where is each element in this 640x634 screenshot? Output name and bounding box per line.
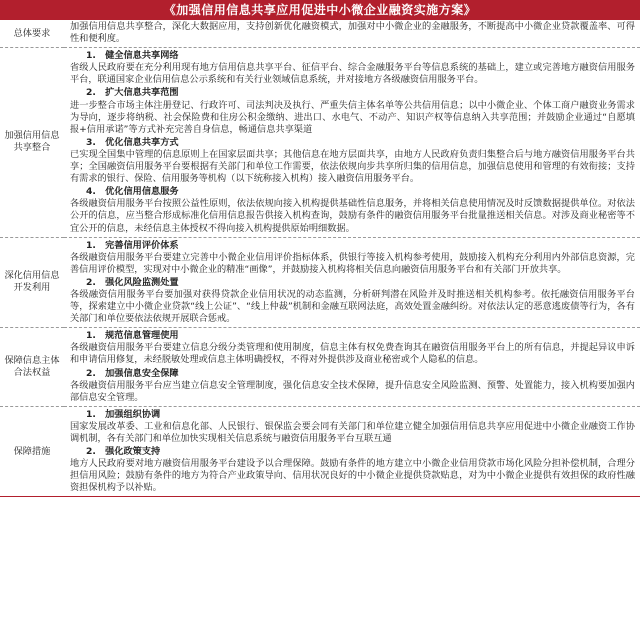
subsection-text: 地方人民政府要对地方融资信用服务平台建设予以合理保障。鼓励有条件的地方建立中小微企业信用贷款市场化风险分担补偿机制，合理分担信用风险；鼓励有条件的地方为符合产业政策导向、信用状况良好的中小微企业提供贷款贴息，对为中小微企业提供有效担保的政府性融资担保机构予以补贴。	[70, 458, 635, 494]
subsection-title: 1. 完善信用评价体系	[86, 239, 179, 251]
subsection-title: 1. 健全信息共享网络	[86, 50, 179, 62]
subsection-text: 已实现全国集中管理的信息原则上在国家层面共享；其他信息在地方层面共享，由地方人民政府负责归集整合后与地方融资信用服务平台共享；全国融资信用服务平台要根据有关部门和单位工作需要，依法依规向步共享所归集的信用信息，加强信息使用和管理的有效衔接；支持有需求的银行、保险、信用服务等机构（以下统称接入机构）接入融资信用服务平台。	[70, 148, 635, 185]
section-content	[64, 328, 640, 407]
section-content	[64, 48, 640, 237]
section-row	[0, 237, 640, 328]
section-row	[0, 48, 640, 237]
subsection-text: 各级融资信用服务平台按照公益性原则，依法依规向接入机构提供基础性信息服务，并将相关信息使用情况及时反馈数据提供单位。对依法公开的信息，应当整合形成标准化信用信息报告供接入机构查询，鼓励有条件的融资信用服务平台批量推送相关信息。对涉及商业秘密等不宜公开的信息，未经信息主体授权不得向接入机构提供原始明细数据。	[70, 198, 635, 234]
section-label: 保障信息主体合法权益	[0, 328, 64, 407]
document-title: 《加强信用信息共享应用促进中小微企业融资实施方案》	[0, 0, 640, 20]
subsection-text: 各级融资信用服务平台应当建立信息安全管理制度，强化信息安全技术保障，提升信息安全风险监测、预警、处置能力，接入机构要加强内部信息安全管理。	[70, 379, 635, 403]
subsection-title: 1. 规范信息管理使用	[86, 330, 179, 342]
section-row	[0, 406, 640, 497]
section-content	[64, 20, 640, 48]
subsection-title: 3. 优化信息共享方式	[86, 136, 179, 148]
subsection-text: 各级融资信用服务平台要建立信息分级分类管理和使用制度，信息主体有权免费查询其在融资信用服务平台上的所有信息，并提起异议申诉和申请信用修复，未经脱敏处理或信息主体明确授权，不得对外提供涉及商业秘密或个人隐私的信息。	[70, 342, 635, 366]
subsection-text: 进一步整合市场主体注册登记、行政许可、司法判决及执行、严重失信主体名单等公共信用信息；以中小微企业、个体工商户融资业务需求为导向，逐步将纳税、社会保险费和住房公积金缴纳、进出口、水电气、不动产、知识产权等信息纳入共享范围；并鼓励企业通过“自愿填报+信用承诺”等方式补充完善自身信息，畅通信息共享渠道	[70, 99, 635, 135]
section-content	[64, 406, 640, 497]
subsection-text: 国家发展改革委、工业和信息化部、人民银行、银保监会要会同有关部门和单位建立健全加强信用信息共享应用促进中小微企业融资工作协调机制，各有关部门和单位加快实现相关信息系统与融资信用服务平台互联互通	[70, 420, 635, 444]
section-content	[64, 237, 640, 328]
section-row	[0, 328, 640, 407]
section-label: 保障措施	[0, 406, 64, 497]
section-label: 总体要求	[0, 20, 64, 48]
subsection-title: 4. 优化信用信息服务	[86, 186, 179, 198]
subsection-title: 2. 扩大信息共享范围	[86, 87, 179, 99]
subsection-title: 2. 加强信息安全保障	[86, 367, 179, 379]
subsection-title: 2. 强化政策支持	[86, 446, 161, 458]
policy-table-body	[0, 20, 640, 497]
subsection-text: 加强信用信息共享整合，深化大数据应用，支持创新优化融资模式，加强对中小微企业的金融服务，不断提高中小微企业贷款覆盖率、可得性和便利度。	[70, 21, 635, 45]
section-label: 深化信用信息开发利用	[0, 237, 64, 328]
policy-table	[0, 20, 640, 497]
subsection-text: 各级融资信用服务平台要加强对获得贷款企业信用状况的动态监测，分析研判潜在风险并及时推送相关机构参考。依托融资信用服务平台等，探索建立中小微企业贷款“线上公证”、“线上仲裁”机制和金融互联网法庭，高效处置金融纠纷。对依法认定的恶意逃废债等行为，各有关部门和单位要依法依规开展联合惩戒。	[70, 288, 635, 325]
subsection-text: 各级融资信用服务平台要建立完善中小微企业信用评价指标体系，供银行等接入机构参考使用，鼓励接入机构充分利用内外部信息资源，完善信用评价模型，实现对中小微企业的精准“画像”，并鼓励接入机构将相关信息向融资信用服务平台和有关部门开放共享。	[70, 251, 635, 275]
subsection-text: 省级人民政府要在充分利用现有地方信用信息共享平台、征信平台、综合金融服务平台等信息系统的基础上，建立或完善地方融资信用服务平台，联通国家企业信用信息公示系统和有关行业领域信息系统，并对接地方各级融资信用服务平台。	[70, 62, 635, 86]
section-label: 加强信用信息共享整合	[0, 48, 64, 237]
subsection-title: 1. 加强组织协调	[86, 408, 161, 420]
section-row	[0, 20, 640, 48]
subsection-title: 2. 强化风险监测处置	[86, 276, 179, 288]
